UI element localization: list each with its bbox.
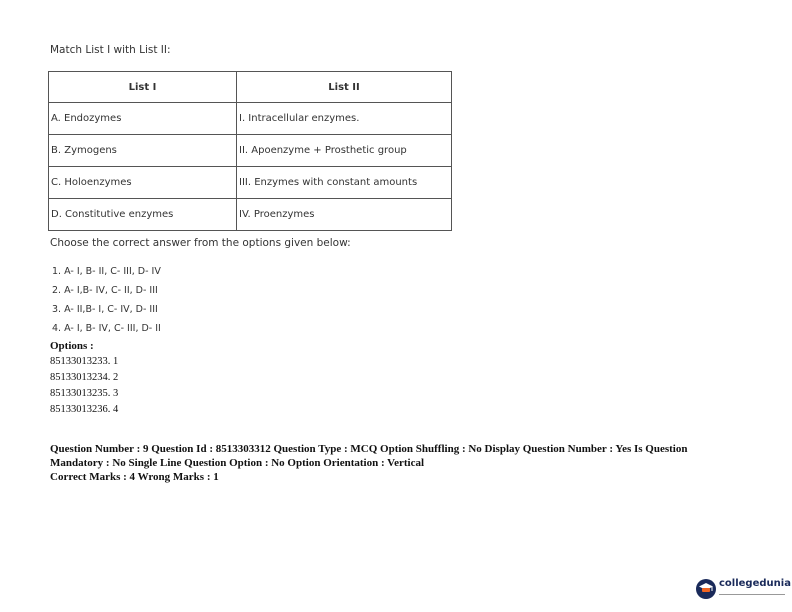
answer-choice-4: 4. A- I, B- IV, C- III, D- II bbox=[52, 323, 161, 334]
options-title: Options : bbox=[50, 340, 94, 352]
graduation-cap-icon bbox=[696, 579, 716, 599]
match-table bbox=[48, 71, 452, 231]
table-row bbox=[49, 199, 452, 231]
table-cell: I. Intracellular enzymes. bbox=[237, 103, 452, 135]
table-cell: A. Endozymes bbox=[49, 103, 237, 135]
table-row bbox=[49, 167, 452, 199]
brand-tagline bbox=[719, 590, 791, 600]
table-cell: III. Enzymes with constant amounts bbox=[237, 167, 452, 199]
option-id-1: 85133013233. 1 bbox=[50, 356, 119, 367]
option-id-2: 85133013234. 2 bbox=[50, 372, 119, 383]
answer-choice-3: 3. A- II,B- I, C- IV, D- III bbox=[52, 304, 158, 315]
list-one-header: List I bbox=[49, 72, 237, 103]
instruction-text: Choose the correct answer from the options given below: bbox=[50, 237, 351, 249]
table-cell: D. Constitutive enzymes bbox=[49, 199, 237, 231]
metadata-line: Correct Marks : 4 Wrong Marks : 1 bbox=[50, 471, 219, 483]
table-row bbox=[49, 135, 452, 167]
table-cell: B. Zymogens bbox=[49, 135, 237, 167]
metadata-line: Mandatory : No Single Line Question Option : No Option Orientation : Vertical bbox=[50, 457, 425, 469]
brand-logo bbox=[696, 578, 791, 600]
table-cell: IV. Proenzymes bbox=[237, 199, 452, 231]
question-metadata bbox=[50, 442, 760, 484]
table-row bbox=[49, 103, 452, 135]
table-header-row bbox=[49, 72, 452, 103]
option-id-3: 85133013235. 3 bbox=[50, 388, 119, 399]
list-two-header: List II bbox=[237, 72, 452, 103]
brand-name: collegedunia bbox=[719, 577, 791, 589]
question-intro: Match List I with List II: bbox=[50, 44, 171, 56]
option-id-4: 85133013236. 4 bbox=[50, 404, 119, 415]
answer-choice-2: 2. A- I,B- IV, C- II, D- III bbox=[52, 285, 158, 296]
table-cell: C. Holoenzymes bbox=[49, 167, 237, 199]
answer-choice-1: 1. A- I, B- II, C- III, D- IV bbox=[52, 266, 161, 277]
metadata-line: Question Number : 9 Question Id : 8513303312 Question Type : MCQ Option Shuffling : No Display Question Number : Yes Is Question bbox=[50, 443, 688, 455]
table-cell: II. Apoenzyme + Prosthetic group bbox=[237, 135, 452, 167]
